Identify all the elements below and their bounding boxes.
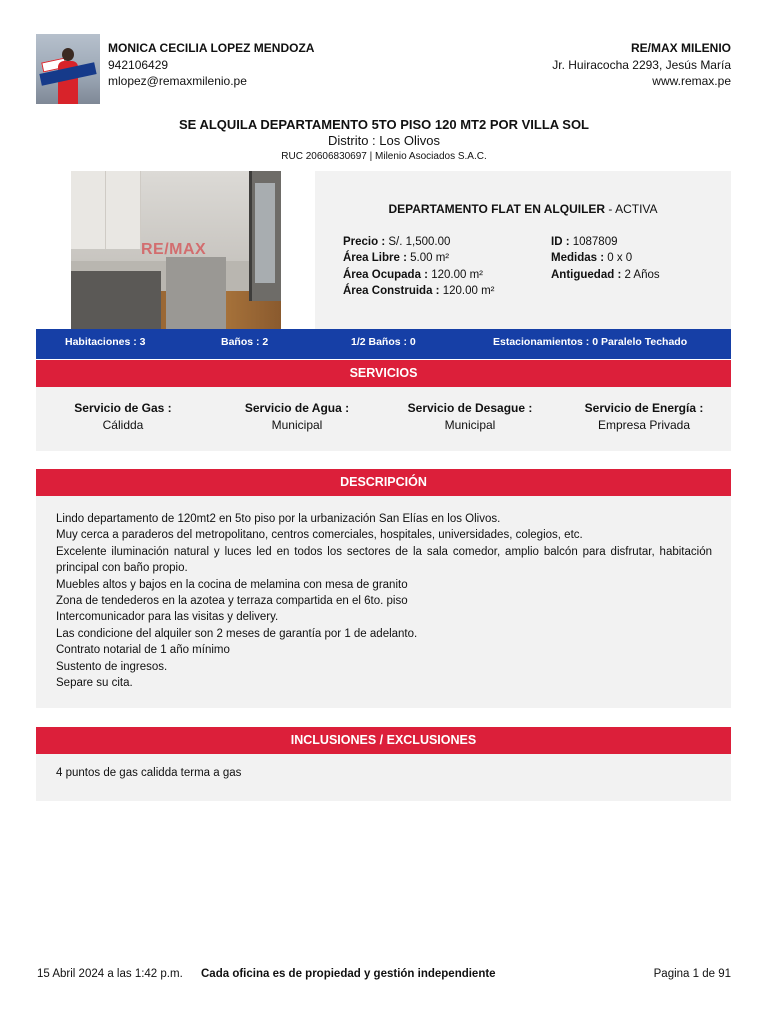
medidas-value: 0 x 0 — [604, 252, 633, 265]
descripcion-line: Muebles altos y bajos en la cocina de melamina con mesa de granito — [56, 578, 408, 591]
area-ocupada-label: Área Ocupada : — [343, 268, 428, 281]
area-ocupada-value: 120.00 m² — [428, 268, 483, 281]
office-info — [552, 40, 731, 90]
service-gas-label: Servicio de Gas : — [74, 401, 172, 415]
area-construida-label: Área Construida : — [343, 285, 440, 298]
service-agua-value: Municipal — [271, 418, 323, 432]
property-status: - ACTIVA — [605, 202, 658, 216]
descripcion-line: Muy cerca a paraderos del metropolitano, centros comerciales, hospitales, universidades, colegios, etc. — [56, 529, 583, 542]
descripcion-line: Las condicione del alquiler son 2 meses de garantía por 1 de adelanto. — [56, 627, 418, 640]
service-energia-label: Servicio de Energía : — [584, 401, 704, 415]
descripcion-panel — [36, 496, 731, 708]
service-desague — [383, 400, 557, 434]
descripcion-line: Lindo departamento de 120mt2 en 5to piso por la urbanización San Elías en los Olivos. — [56, 513, 501, 525]
office-website: www.remax.pe — [652, 74, 731, 88]
footer-page: Pagina 1 de 91 — [653, 968, 731, 980]
agent-photo — [36, 34, 100, 104]
property-type — [315, 202, 731, 216]
service-desague-label: Servicio de Desague : — [407, 401, 533, 415]
descripcion-line: Zona de tendederos en la azotea y terraza compartida en el 6to. piso — [56, 595, 408, 608]
service-agua — [210, 400, 384, 434]
id-label: ID : — [551, 236, 570, 248]
medidas-label: Medidas : — [551, 252, 605, 265]
descripcion-line: Separe su cita. — [56, 677, 133, 690]
precio-label: Precio : — [343, 236, 386, 248]
photo-watermark: RE/MAX — [141, 241, 207, 258]
estacionamientos-count: Estacionamientos : 0 Paralelo Techado — [493, 336, 688, 348]
office-name: RE/MAX MILENIO — [630, 41, 731, 55]
agent-name: MONICA CECILIA LOPEZ MENDOZA — [108, 41, 315, 55]
id-value: 1087809 — [569, 236, 618, 248]
descripcion-line: Contrato notarial de 1 año mínimo — [56, 644, 230, 657]
descripcion-text — [56, 511, 712, 691]
descripcion-line: Excelente iluminación natural y luces led en todos los sectores de la sala comedor, amplio balcón para disfrutar, habitación principal con baño propio. — [56, 545, 712, 575]
listing-district: Distrito : Los Olivos — [328, 133, 440, 148]
property-type-label: DEPARTAMENTO FLAT EN ALQUILER — [388, 202, 606, 216]
agent-email: mlopez@remaxmilenio.pe — [108, 74, 247, 88]
service-gas-value: Cálidda — [102, 418, 144, 432]
medio-banos-count: 1/2 Baños : 0 — [351, 336, 416, 348]
agent-info — [108, 40, 314, 90]
service-energia-value: Empresa Privada — [597, 418, 691, 432]
footer-date: 15 Abril 2024 a las 1:42 p.m. — [37, 968, 183, 980]
office-address: Jr. Huiracocha 2293, Jesús María — [552, 57, 731, 72]
inclusiones-heading: INCLUSIONES / EXCLUSIONES — [36, 727, 731, 754]
antiguedad-value: 2 Años — [621, 268, 660, 281]
descripcion-line: Sustento de ingresos. — [56, 660, 168, 673]
descripcion-heading: DESCRIPCIÓN — [36, 469, 731, 496]
details-left-column — [343, 234, 494, 300]
property-photo — [71, 171, 281, 329]
service-agua-label: Servicio de Agua : — [244, 401, 350, 415]
details-right-column — [551, 234, 660, 283]
banos-count: Baños : 2 — [221, 336, 269, 348]
service-energia — [557, 400, 731, 434]
area-libre-value: 5.00 m² — [406, 252, 450, 265]
habitaciones-count: Habitaciones : 3 — [65, 336, 146, 348]
footer-note: Cada oficina es de propiedad y gestión independiente — [201, 968, 496, 980]
servicios-heading: SERVICIOS — [36, 360, 731, 387]
area-libre-label: Área Libre : — [343, 252, 407, 265]
service-gas — [36, 400, 210, 434]
features-bar — [36, 329, 731, 359]
descripcion-line: Intercomunicador para las visitas y delivery. — [56, 611, 279, 624]
inclusiones-text: 4 puntos de gas calidda terma a gas — [56, 767, 242, 779]
property-details — [315, 171, 731, 329]
precio-value: S/. 1,500.00 — [385, 236, 451, 248]
service-desague-value: Municipal — [444, 418, 496, 432]
listing-title: SE ALQUILA DEPARTAMENTO 5TO PISO 120 MT2 POR VILLA SOL — [178, 117, 590, 132]
listing-ruc: RUC 20606830697 | Milenio Asociados S.A.C. — [281, 151, 487, 162]
antiguedad-label: Antiguedad : — [551, 268, 622, 281]
area-construida-value: 120.00 m² — [439, 285, 495, 298]
servicios-panel — [36, 387, 731, 451]
agent-phone: 942106429 — [108, 57, 169, 72]
